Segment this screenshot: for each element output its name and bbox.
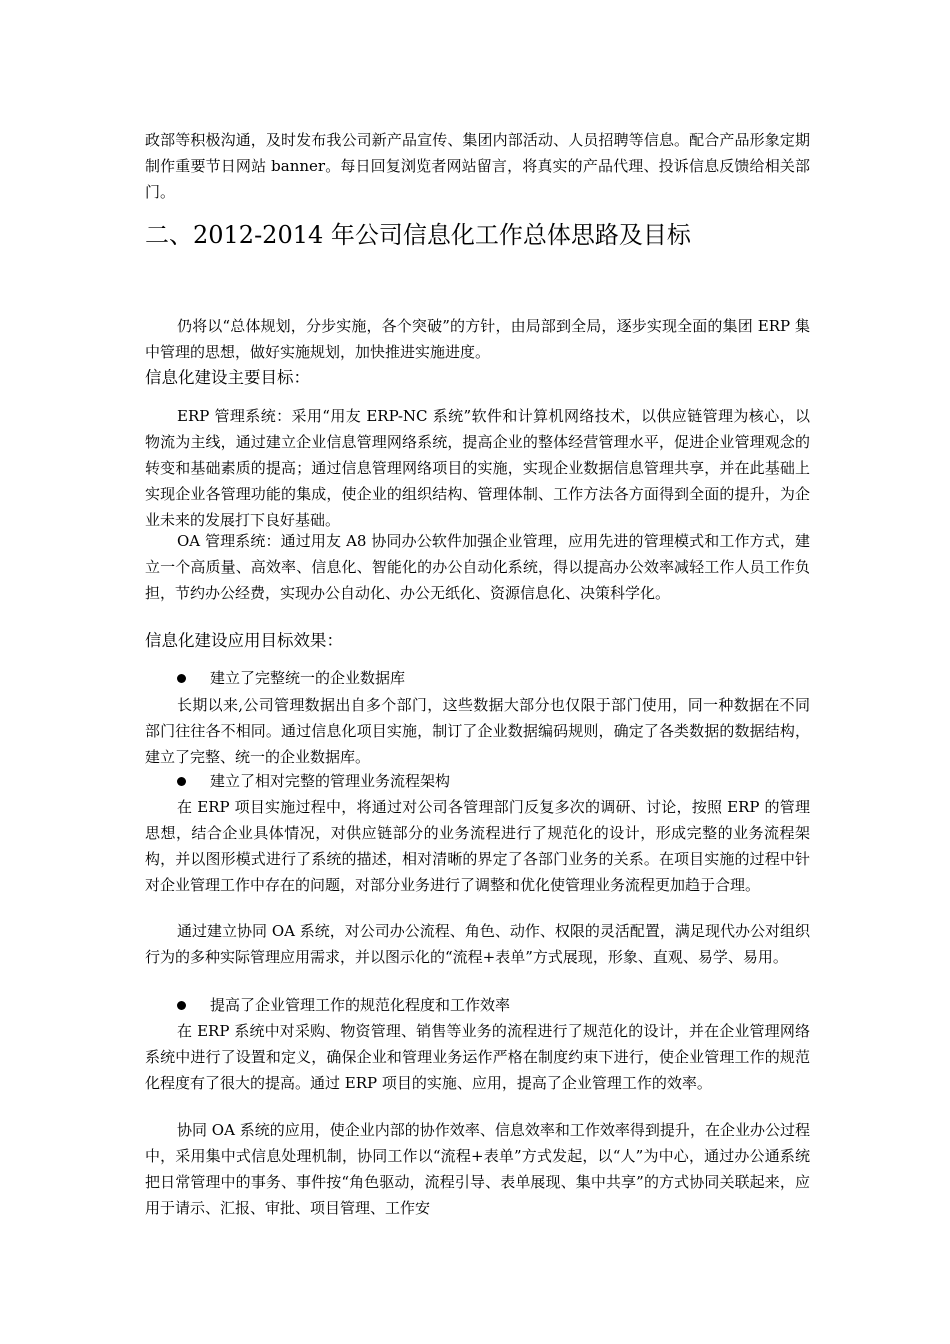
subheading-main-goals: 信息化建设主要目标： (145, 368, 310, 387)
paragraph-intro: 政部等积极沟通，及时发布我公司新产品宣传、集团内部活动、人员招聘等信息。配合产品形象定期制作重要节日网站 banner。每日回复浏览者网站留言，将真实的产品代理、投诉信息反馈给相关部门。 (145, 131, 810, 201)
paragraph-policy: 仍将以“总体规划，分步实施，各个突破”的方针，由局部到全局，逐步实现全面的集团 ERP 集中管理的思想，做好实施规划，加快推进实施进度。 (145, 317, 810, 361)
bullet-item-process (177, 768, 807, 794)
bullet-item-efficiency (177, 992, 807, 1018)
bullet-icon (177, 674, 186, 683)
paragraph-oa-process: 通过建立协同 OA 系统，对公司办公流程、角色、动作、权限的灵活配置，满足现代办公对组织行为的多种实际管理应用需求，并以图示化的“流程+表单”方式展现，形象、直观、易学、易用。 (145, 922, 810, 966)
paragraph-oa-system: OA 管理系统：通过用友 A8 协同办公软件加强企业管理，应用先进的管理模式和工作方式，建立一个高质量、高效率、信息化、智能化的办公自动化系统，得以提高办公效率减轻工作人员工作负担，节约办公经费，实现办公自动化、办公无纸化、资源信息化、决策科学化。 (145, 532, 810, 602)
paragraph-erp-system: ERP 管理系统：采用“用友 ERP-NC 系统”软件和计算机网络技术，以供应链管理为核心，以物流为主线，通过建立企业信息管理网络系统，提高企业的整体经营管理水平，促进企业管理观念的转变和基础素质的提高；通过信息管理网络项目的实施，实现企业数据信息管理共享，并在此基础上实现企业各管理功能的集成，使企业的组织结构、管理体制、工作方法各方面得到全面的提升，为企业未来的发展打下良好基础。 (145, 407, 810, 529)
bullet-text: 提高了企业管理工作的规范化程度和工作效率 (210, 996, 511, 1014)
bullet-item-database (177, 665, 807, 691)
paragraph-database: 长期以来,公司管理数据出自多个部门，这些数据大部分也仅限于部门使用，同一种数据在不同部门往往各不相同。通过信息化项目实施，制订了企业数据编码规则，确定了各类数据的数据结构，建立了完整、统一的企业数据库。 (145, 696, 810, 766)
paragraph-erp-efficiency: 在 ERP 系统中对采购、物资管理、销售等业务的流程进行了规范化的设计，并在企业管理网络系统中进行了设置和定义，确保企业和管理业务运作严格在制度约束下进行，使企业管理工作的规范化程度有了很大的提高。通过 ERP 项目的实施、应用，提高了企业管理工作的效率。 (145, 1022, 810, 1092)
bullet-text: 建立了相对完整的管理业务流程架构 (210, 772, 451, 790)
bullet-icon (177, 1001, 186, 1010)
paragraph-oa-efficiency: 协同 OA 系统的应用，使企业内部的协作效率、信息效率和工作效率得到提升，在企业办公过程中，采用集中式信息处理机制，协同工作以“流程+表单”方式发起，以“人”为中心，通过办公通系统把日常管理中的事务、事件按“角色驱动，流程引导、表单展现、集中共享”的方式协同关联起来，应用于请示、汇报、审批、项目管理、工作安 (145, 1121, 810, 1217)
section-heading: 二、2012-2014 年公司信息化工作总体思路及目标 (145, 221, 691, 249)
bullet-icon (177, 777, 186, 786)
bullet-text: 建立了完整统一的企业数据库 (210, 669, 406, 687)
paragraph-erp-process: 在 ERP 项目实施过程中，将通过对公司各管理部门反复多次的调研、讨论，按照 ERP 的管理思想，结合企业具体情况，对供应链部分的业务流程进行了规范化的设计，形成完整的业务流程架构，并以图形模式进行了系统的描述，相对清晰的界定了各部门业务的关系。在项目实施的过程中针对企业管理工作中存在的问题，对部分业务进行了调整和优化使管理业务流程更加趋于合理。 (145, 798, 810, 894)
subheading-effects: 信息化建设应用目标效果： (145, 631, 343, 650)
